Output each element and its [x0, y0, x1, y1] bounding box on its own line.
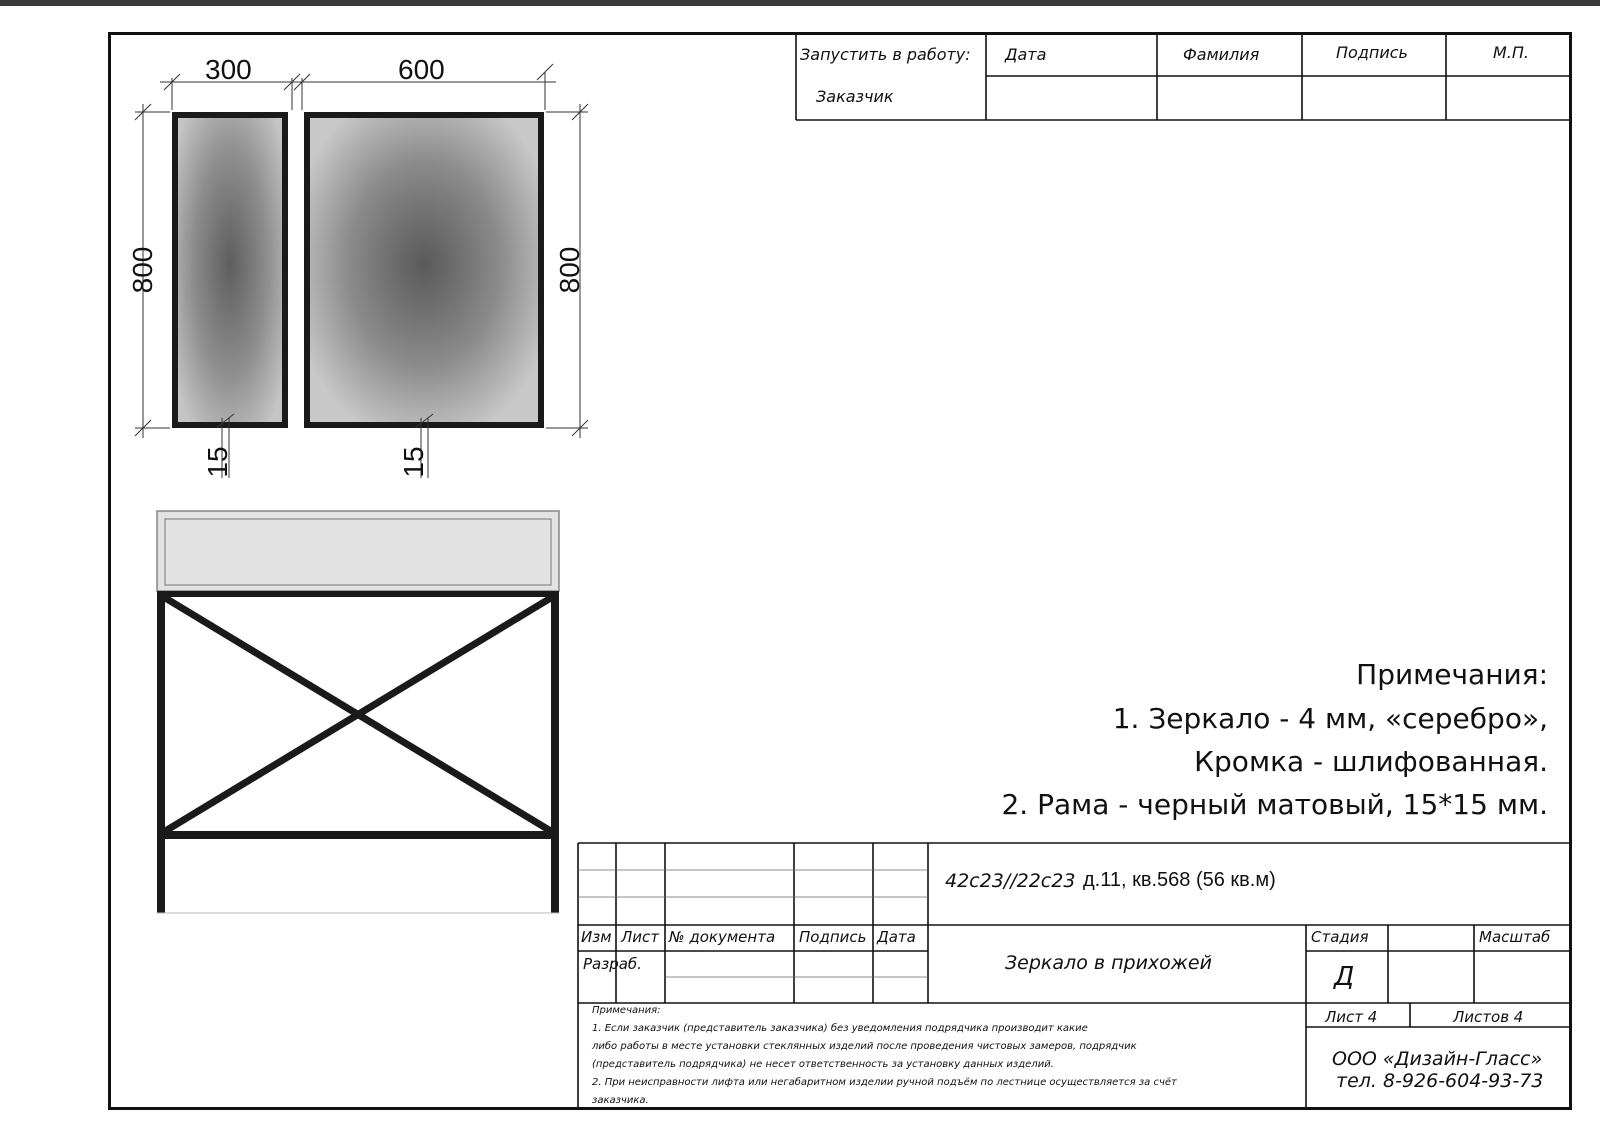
stage-value: Д [1334, 962, 1355, 992]
launch-date-header: Дата [1005, 45, 1047, 64]
header-list: Лист [621, 928, 660, 946]
stage-label: Стадия [1311, 928, 1369, 946]
mirror-right-panel [304, 112, 544, 428]
launch-signature-header: Подпись [1336, 43, 1408, 62]
customer-label: Заказчик [816, 87, 894, 106]
notes-line-2: Кромка - шлифованная. [1194, 745, 1548, 778]
launch-label: Запустить в работу: [800, 45, 971, 64]
launch-stamp-header: М.П. [1493, 43, 1530, 62]
notes-line-3: 2. Рама - черный матовый, 15*15 мм. [1001, 788, 1548, 821]
launch-surname-header: Фамилия [1183, 45, 1260, 64]
small-note-3: (представитель подрядчика) не несет ответственность за установку данных изделий. [592, 1059, 1054, 1070]
dim-frame-right: 15 [398, 446, 429, 478]
dim-frame-left: 15 [202, 446, 233, 478]
header-doc-number: № документа [669, 928, 776, 946]
scale-label: Масштаб [1479, 928, 1551, 946]
sheets-total: Листов 4 [1453, 1008, 1524, 1026]
small-notes-title: Примечания: [592, 1005, 661, 1016]
console-drawing [157, 511, 559, 913]
sheet-number: Лист 4 [1325, 1008, 1378, 1026]
dim-height-left: 800 [127, 246, 158, 294]
company-name: ООО «Дизайн-Гласс» [1332, 1048, 1543, 1070]
dim-width-left: 300 [205, 54, 252, 85]
mirror-left-panel [172, 112, 288, 428]
notes-title: Примечания: [1356, 658, 1548, 691]
small-note-4: 2. При неисправности лифта или негабаритном изделии ручной подъём по лестнице осуществляется за счёт [592, 1077, 1177, 1088]
header-date: Дата [877, 928, 916, 946]
drawing-title: Зеркало в прихожей [1005, 952, 1212, 974]
small-note-1: 1. Если заказчик (представитель заказчика) без уведомления подрядчика производит какие [592, 1023, 1088, 1034]
company-phone: тел. 8-926-604-93-73 [1336, 1070, 1544, 1092]
dim-height-right: 800 [554, 246, 585, 294]
developer-label: Разраб. [583, 955, 642, 973]
address-code: 42с23//22с23 [945, 870, 1076, 892]
dim-width-right: 600 [398, 54, 445, 85]
small-note-5: заказчика. [592, 1095, 649, 1106]
address: д.11, кв.568 (56 кв.м) [1083, 869, 1276, 891]
small-note-2: либо работы в месте установки стеклянных изделий после проведения чистовых замеров, подрядчик [592, 1041, 1137, 1052]
header-signature: Подпись [799, 928, 867, 946]
header-izm: Изм [581, 928, 612, 946]
notes-line-1: 1. Зеркало - 4 мм, «серебро», [1112, 702, 1548, 735]
